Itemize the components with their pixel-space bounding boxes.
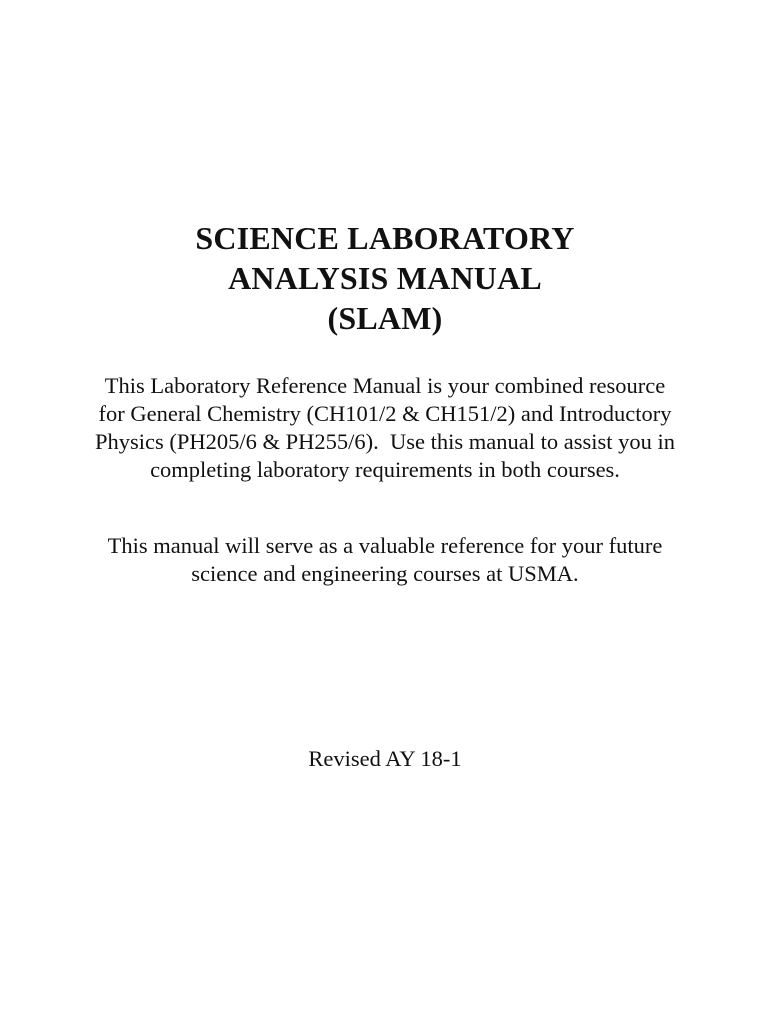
reference-line: science and engineering courses at USMA. <box>191 561 579 586</box>
reference-line: This manual will serve as a valuable reference for your future <box>107 533 663 558</box>
title-line: ANALYSIS MANUAL <box>228 260 542 296</box>
intro-paragraph <box>60 372 710 484</box>
document-title <box>0 218 770 338</box>
intro-line: for General Chemistry (CH101/2 & CH151/2) and Introductory <box>98 401 672 426</box>
revision-label: Revised AY 18-1 <box>308 746 462 771</box>
reference-paragraph <box>60 532 710 588</box>
title-line: (SLAM) <box>327 300 443 336</box>
intro-line: completing laboratory requirements in both courses. <box>150 457 620 482</box>
intro-line: This Laboratory Reference Manual is your combined resource <box>104 373 666 398</box>
intro-line: Physics (PH205/6 & PH255/6). Use this manual to assist you in <box>94 429 675 454</box>
title-line: SCIENCE LABORATORY <box>195 220 575 256</box>
